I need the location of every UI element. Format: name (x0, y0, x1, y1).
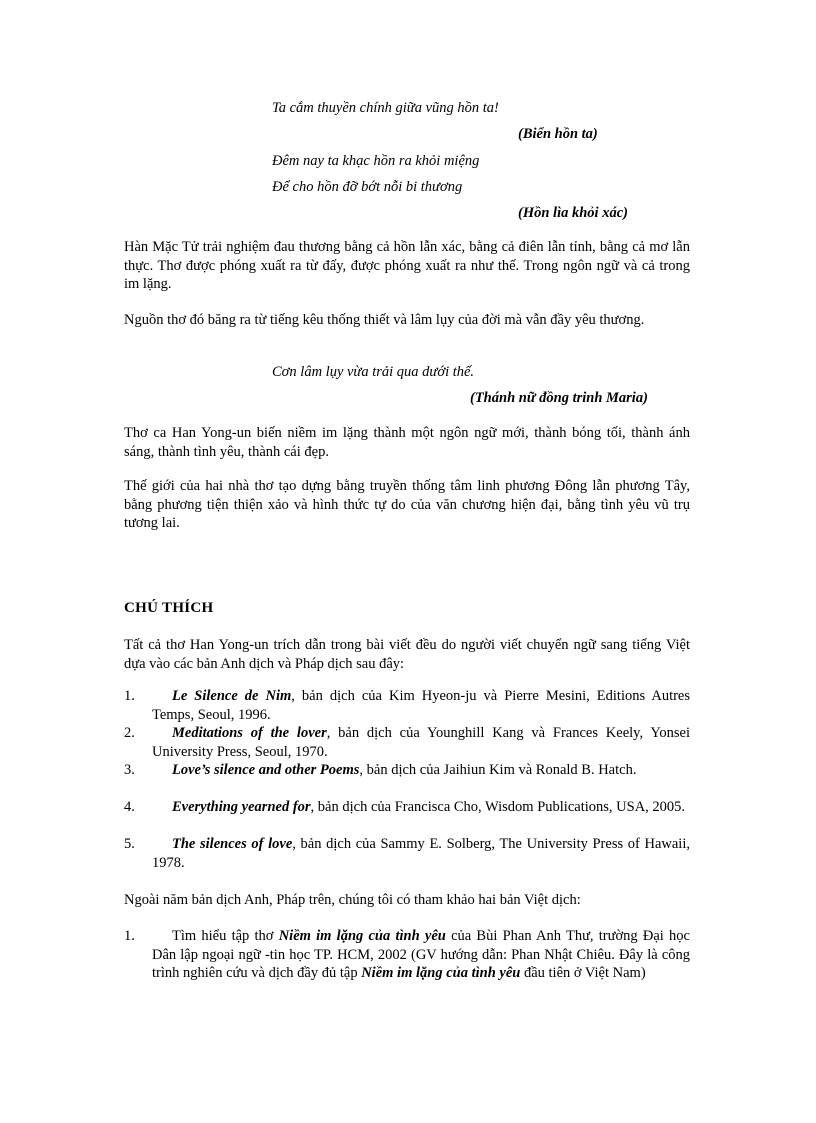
list-item-text (152, 927, 690, 983)
book-title: Niềm im lặng của tình yêu (278, 928, 446, 944)
list-item-text (152, 835, 690, 872)
book-details: , bản dịch của Francisca Cho, Wisdom Publications, USA, 2005. (310, 799, 686, 815)
list-number: 5. (124, 836, 135, 852)
book-title: The silences of love (172, 836, 293, 852)
verse-line: Để cho hồn đỡ bớt nỗi bi thương (272, 179, 463, 195)
list-number: 1. (124, 928, 135, 944)
list-number: 1. (124, 688, 135, 704)
list-item-text (152, 798, 690, 817)
text-run: đầu tiên ở Việt Nam) (520, 965, 646, 981)
paragraph: Thơ ca Han Yong-un biến niềm im lặng thành một ngôn ngữ mới, thành bóng tối, thành ánh sáng, thành tình yêu, thành cái đẹp. (124, 425, 690, 460)
paragraph: Thế giới của hai nhà thơ tạo dựng bằng truyền thống tâm linh phương Đông lẫn phương Tây, bằng phương tiện thiện xảo và hình thức tự do của văn chương hiện đại, bằng tình yêu vũ trụ tương lai. (124, 478, 690, 531)
list-item-text (152, 687, 690, 724)
paragraph: Hàn Mặc Tử trải nghiệm đau thương bằng cả hồn lẫn xác, bằng cả điên lẫn tỉnh, bằng cả mơ lẫn thực. Thơ được phóng xuất ra từ đấy, được phóng xuất ra như thế. Trong ngôn ngữ và cả trong im lặng. (124, 239, 690, 292)
book-title: Everything yearned for (172, 799, 311, 815)
list-item-text (152, 761, 690, 780)
book-title: Le Silence de Nim (172, 688, 292, 704)
book-details: , bản dịch của Jaihiun Kim và Ronald B. Hatch. (359, 762, 637, 778)
book-title: Niềm im lặng của tình yêu (361, 965, 521, 981)
text-run: Tìm hiểu tập thơ (172, 928, 279, 944)
section-heading: CHÚ THÍCH (124, 600, 214, 616)
notes-intro: Tất cả thơ Han Yong-un trích dẫn trong bài viết đều do người viết chuyển ngữ sang tiếng Việt dựa vào các bản Anh dịch và Pháp dịch sau đây: (124, 637, 690, 672)
verse-line: Cơn lâm lụy vừa trải qua dưới thế. (272, 364, 475, 380)
book-details: , bản dịch của Younghill Kang và Frances Keely, Yonsei University Press, Seoul, 1970. (152, 725, 690, 760)
verse-citation: (Biển hồn ta) (518, 126, 598, 142)
text-run: của Bùi Phan Anh Thư, trường Đại học Dân lập ngoại ngữ -tin học TP. HCM, 2002 (GV hướng dẫn: Phan Nhật Chiêu. Đây là công trình nghiên cứu và dịch đầy đủ tập (152, 928, 690, 981)
book-details: , bản dịch của Sammy E. Solberg, The University Press of Hawaii, 1978. (152, 836, 690, 871)
verse-citation: (Hồn lìa khỏi xác) (518, 205, 628, 221)
list-number: 4. (124, 799, 135, 815)
paragraph: Ngoài năm bản dịch Anh, Pháp trên, chúng tôi có tham khảo hai bản Việt dịch: (124, 892, 581, 908)
list-item-text (152, 724, 690, 761)
book-title: Meditations of the lover (172, 725, 327, 741)
paragraph: Nguồn thơ đó băng ra từ tiếng kêu thống thiết và lâm lụy của đời mà vẫn đầy yêu thương. (124, 312, 645, 328)
verse-line: Ta cắm thuyền chính giữa vũng hồn ta! (272, 100, 499, 116)
book-title: Love’s silence and other Poems (172, 762, 360, 778)
book-details: , bản dịch của Kim Hyeon-ju và Pierre Mesini, Editions Autres Temps, Seoul, 1996. (152, 688, 690, 723)
verse-citation: (Thánh nữ đồng trinh Maria) (470, 390, 648, 406)
list-number: 2. (124, 725, 135, 741)
verse-line: Đêm nay ta khạc hồn ra khỏi miệng (272, 153, 480, 169)
list-number: 3. (124, 762, 135, 778)
